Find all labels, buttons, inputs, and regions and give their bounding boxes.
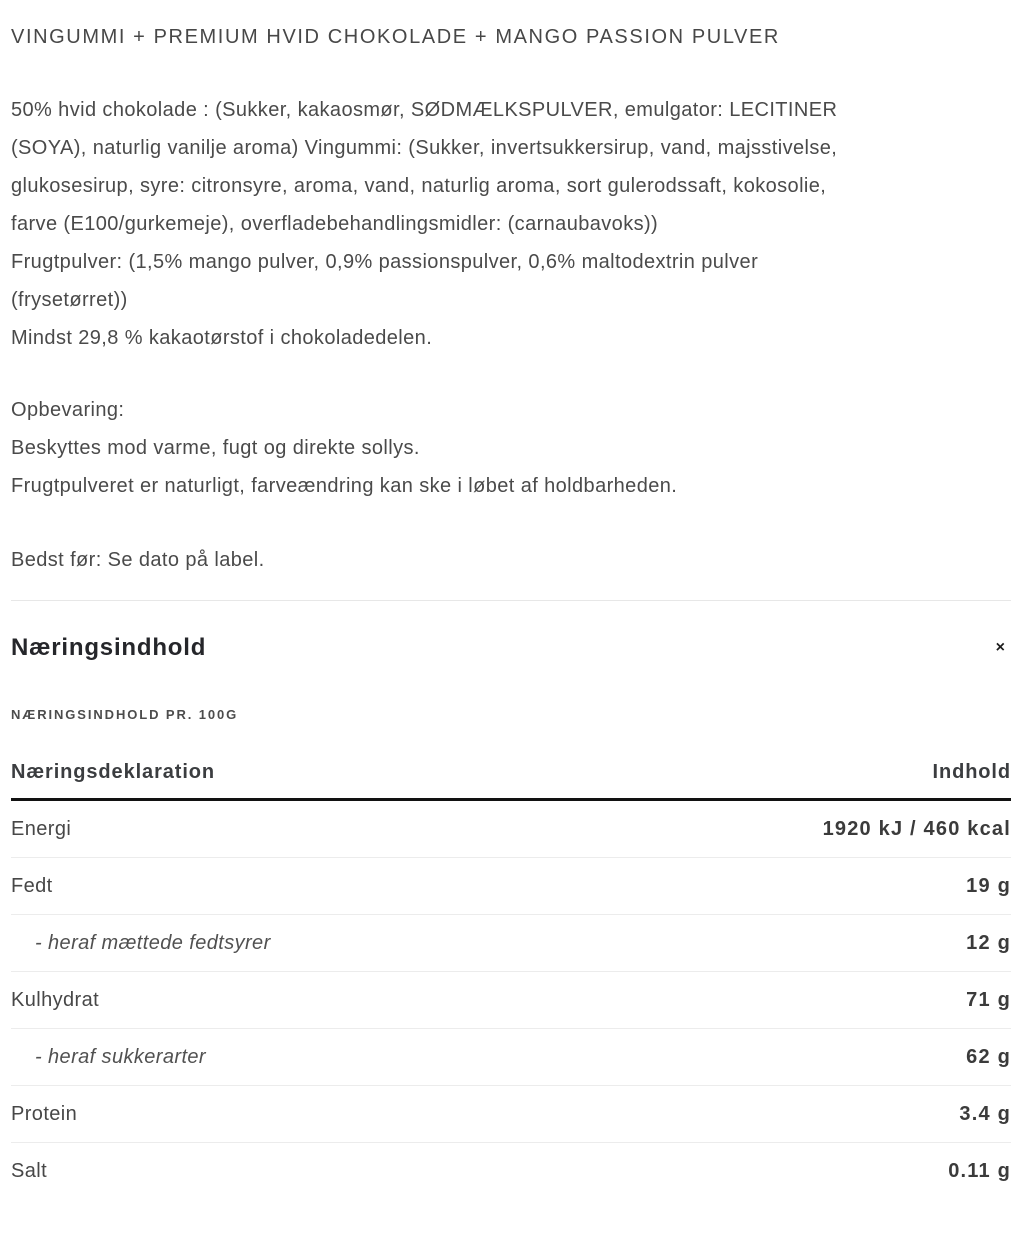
- table-row-kulhydrat: [11, 972, 1011, 1029]
- nutrient-label: - heraf sukkerarter: [35, 1045, 206, 1068]
- nutrient-label: Fedt: [11, 874, 53, 897]
- nutrient-label: - heraf mættede fedtsyrer: [35, 931, 271, 954]
- nutrient-value: 12 g: [966, 931, 1011, 954]
- nutrition-subheading: NÆRINGSINDHOLD PR. 100G: [11, 707, 239, 722]
- ingredients-line: (frysetørret)): [11, 289, 128, 311]
- table-row-salt: [11, 1143, 1011, 1200]
- column-header-content: Indhold: [932, 761, 1011, 783]
- storage-line: Frugtpulveret er naturligt, farveændring kan ske i løbet af holdbarheden.: [11, 475, 678, 497]
- ingredients-line: Frugtpulver: (1,5% mango pulver, 0,9% passionspulver, 0,6% maltodextrin pulver: [11, 251, 759, 273]
- nutrient-value: 1920 kJ / 460 kcal: [822, 817, 1011, 840]
- column-header-declaration: Næringsdeklaration: [11, 761, 216, 783]
- nutrient-value: 0.11 g: [948, 1160, 1011, 1182]
- nutrient-label: Salt: [11, 1160, 48, 1182]
- close-icon[interactable]: ×: [992, 638, 1009, 658]
- ingredients-line: (SOYA), naturlig vanilje aroma) Vingummi: (Sukker, invertsukkersirup, vand, majsstivelse,: [11, 137, 838, 159]
- table-row-maettede-fedtsyrer: [11, 915, 1011, 972]
- nutrition-heading: Næringsindhold: [11, 634, 207, 661]
- ingredients-paragraph: [11, 91, 1011, 357]
- table-row-sukkerarter: [11, 1029, 1011, 1086]
- nutrition-table-header: [11, 759, 1011, 801]
- section-divider: [11, 600, 1011, 601]
- nutrient-value: 62 g: [966, 1045, 1011, 1068]
- ingredients-line: glukosesirup, syre: citronsyre, aroma, vand, naturlig aroma, sort gulerodssaft, kokosolie,: [11, 175, 827, 197]
- nutrient-label: Kulhydrat: [11, 988, 100, 1011]
- table-row-fedt: [11, 858, 1011, 915]
- ingredients-line: Mindst 29,8 % kakaotørstof i chokoladedelen.: [11, 327, 433, 349]
- ingredients-line: farve (E100/gurkemeje), overfladebehandlingsmidler: (carnaubavoks)): [11, 213, 659, 235]
- table-row-protein: [11, 1086, 1011, 1143]
- nutrient-value: 71 g: [966, 988, 1011, 1011]
- storage-line: Beskyttes mod varme, fugt og direkte sollys.: [11, 437, 420, 459]
- storage-section: [11, 391, 1011, 505]
- nutrient-value: 3.4 g: [959, 1102, 1011, 1125]
- product-title: VINGUMMI + PREMIUM HVID CHOKOLADE + MANGO PASSION PULVER: [11, 26, 780, 48]
- ingredients-line: 50% hvid chokolade : (Sukker, kakaosmør, SØDMÆLKSPULVER, emulgator: LECITINER: [11, 99, 838, 121]
- storage-heading: Opbevaring:: [11, 399, 125, 421]
- table-row-energi: [11, 801, 1011, 858]
- nutrient-label: Protein: [11, 1102, 78, 1125]
- nutrition-table: [11, 759, 1011, 1200]
- nutrition-header: [11, 632, 1011, 664]
- nutrient-label: Energi: [11, 817, 72, 840]
- product-info-page: [0, 24, 1024, 1200]
- nutrient-value: 19 g: [966, 874, 1011, 897]
- best-before-text: Bedst før: Se dato på label.: [11, 549, 265, 571]
